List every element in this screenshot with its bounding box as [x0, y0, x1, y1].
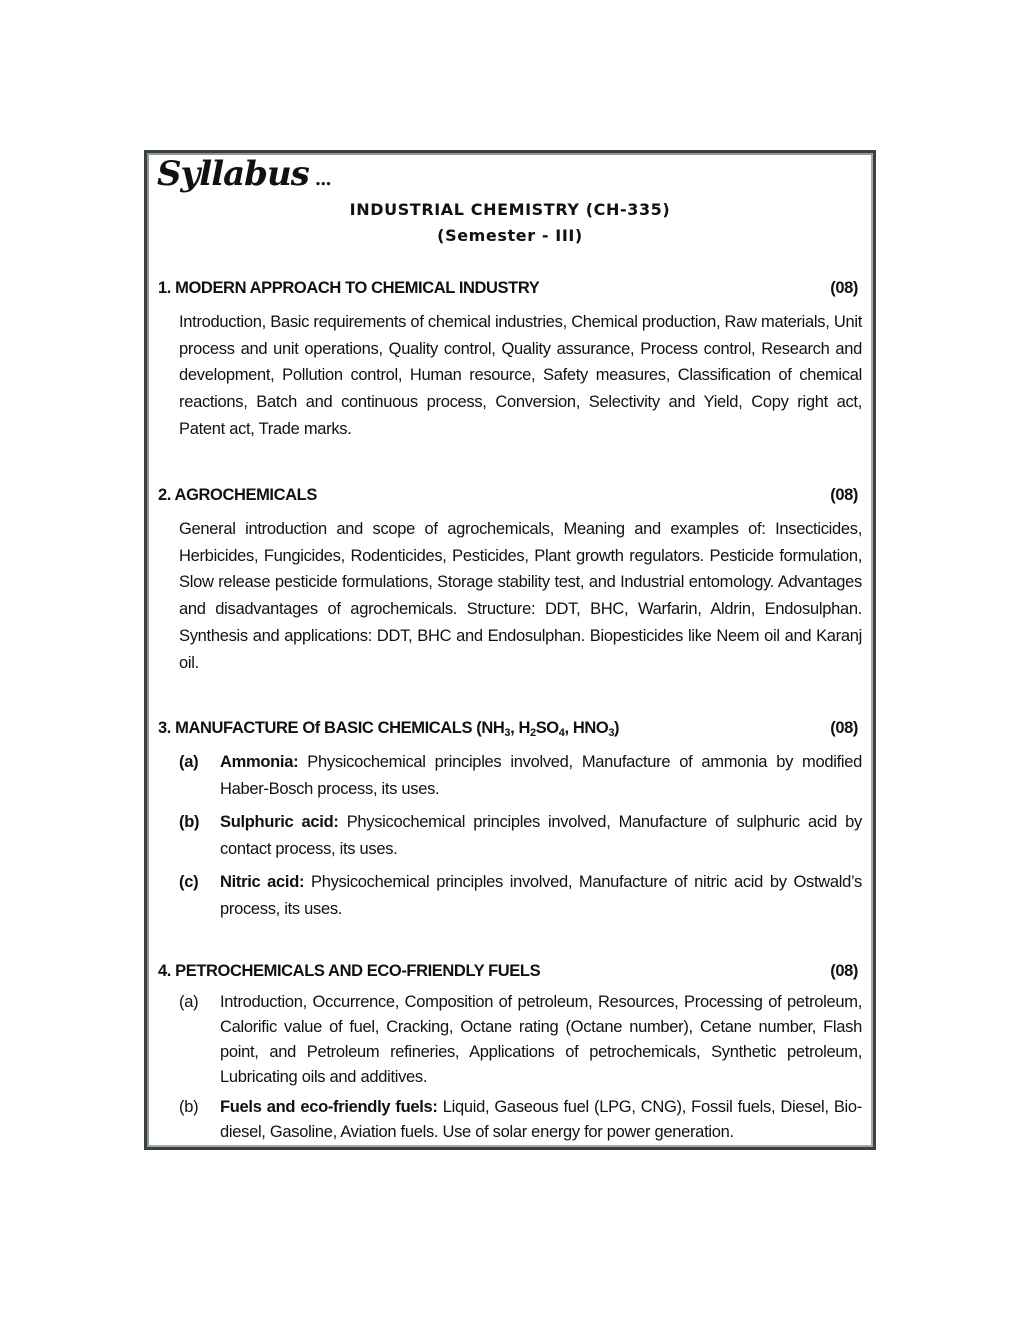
section-3-item-a	[179, 749, 862, 803]
semester-label: (Semester - III)	[437, 226, 583, 245]
section-3-hours: (08)	[830, 719, 858, 737]
section-3-item-c	[179, 869, 862, 923]
section-2-header	[158, 486, 858, 505]
item-text: Fuels and eco-friendly fuels: Liquid, Gaseous fuel (LPG, CNG), Fossil fuels, Diesel, Bio-diesel, Gasoline, Aviation fuels. Use of solar energy for power generation.	[220, 1098, 862, 1141]
item-text: Sulphuric acid: Physicochemical principles involved, Manufacture of sulphuric acid by contact process, its uses.	[220, 813, 862, 858]
section-2-title: 2. AGROCHEMICALS	[158, 486, 317, 504]
item-label: (a)	[179, 753, 199, 771]
item-label: (b)	[179, 813, 200, 831]
heading-ellipsis: ...	[314, 169, 331, 190]
item-text: Introduction, Occurrence, Composition of petroleum, Resources, Processing of petroleum, Calorific value of fuel, Cracking, Octane rating (Octane number), Cetane number, Flash point, and Petroleum refineries, Applications of petrochemicals, Synthetic petroleum, Lubricating oils and additives.	[220, 993, 862, 1086]
section-3-header	[158, 719, 858, 738]
item-label: (b)	[179, 1098, 199, 1116]
section-4-item-a	[179, 990, 862, 1090]
section-4-hours: (08)	[830, 962, 858, 980]
section-1-header	[158, 279, 858, 298]
item-text: Nitric acid: Physicochemical principles involved, Manufacture of nitric acid by Ostwald’s process, its uses.	[220, 873, 863, 918]
section-2-body: General introduction and scope of agrochemicals, Meaning and examples of: Insecticides, Herbicides, Fungicides, Rodenticides, Pesticides, Plant growth regulators. Pesticide formulation, Slow release pesticide formulations, Storage stability test, and Industrial entomology. Advantages and disadvantages of agrochemicals. Structure: DDT, BHC, Warfarin, Aldrin, Endosulphan. Synthesis and applications: DDT, BHC and Endosulphan. Biopesticides like Neem oil and Karanj oil.	[179, 520, 862, 672]
section-1-hours: (08)	[830, 279, 858, 297]
section-4-item-b	[179, 1095, 862, 1145]
item-text: Ammonia: Physicochemical principles involved, Manufacture of ammonia by modified Haber-Bosch process, its uses.	[220, 753, 862, 798]
section-1-body: Introduction, Basic requirements of chemical industries, Chemical production, Raw materials, Unit process and unit operations, Quality control, Quality assurance, Process control, Research and development, Pollution control, Human resource, Safety measures, Classification of chemical reactions, Batch and continuous process, Conversion, Selectivity and Yield, Copy right act, Patent act, Trade marks.	[179, 313, 862, 438]
item-label: (c)	[179, 873, 199, 891]
section-3-title: 3. MANUFACTURE Of BASIC CHEMICALS ($NH_3$, $H_2SO_4$, $HNO_3$)	[158, 719, 620, 739]
course-title: INDUSTRIAL CHEMISTRY (CH-335)	[349, 200, 671, 219]
page-heading	[157, 154, 331, 194]
section-1-title: 1. MODERN APPROACH TO CHEMICAL INDUSTRY	[158, 279, 540, 297]
section-2-hours: (08)	[830, 486, 858, 504]
heading-text: Syllabus	[157, 154, 309, 194]
section-4-title: 4. PETROCHEMICALS AND ECO-FRIENDLY FUELS	[158, 962, 541, 980]
section-4-header	[158, 962, 858, 981]
item-label: (a)	[179, 993, 199, 1011]
section-3-item-b	[179, 809, 862, 863]
